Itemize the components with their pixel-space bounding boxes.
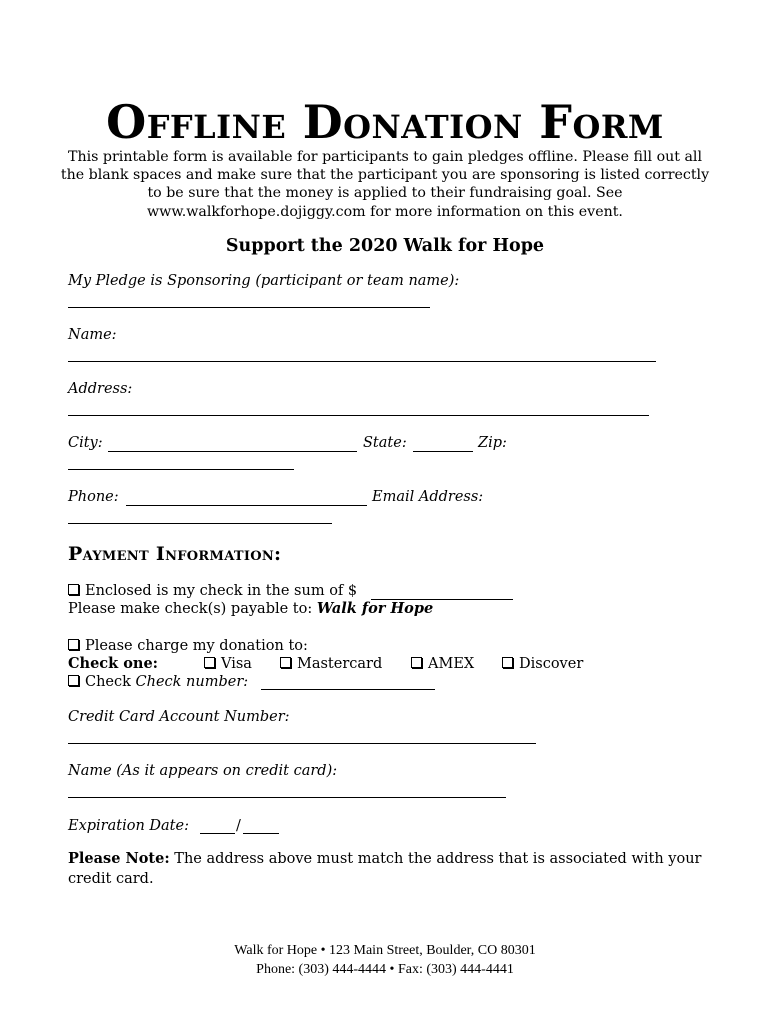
payable-row <box>68 600 433 618</box>
cc-name-label: Name (As it appears on credit card): <box>68 763 338 779</box>
check-number-line[interactable] <box>261 689 435 690</box>
check-number-row <box>68 673 248 691</box>
email-label: Email Address: <box>372 489 484 505</box>
checkbox-icon[interactable] <box>68 675 79 686</box>
event-subtitle: Support the 2020 Walk for Hope <box>225 236 545 256</box>
checkbox-icon[interactable] <box>411 657 422 668</box>
name-label: Name: <box>68 327 117 343</box>
sponsoring-label: My Pledge is Sponsoring (participant or team name): <box>68 273 460 289</box>
option-amex[interactable] <box>411 655 474 673</box>
footer-address: Walk for Hope • 123 Main Street, Boulder, CO 80301 <box>234 943 536 958</box>
cc-name-line[interactable] <box>68 797 506 798</box>
option-mastercard[interactable] <box>280 655 382 673</box>
option-amex-label: AMEX <box>428 656 475 672</box>
expiration-month-line[interactable] <box>200 833 235 834</box>
state-label: State: <box>363 435 407 451</box>
phone-line[interactable] <box>126 505 367 506</box>
option-visa[interactable] <box>204 655 252 673</box>
option-visa-label: Visa <box>221 656 252 672</box>
checkbox-icon[interactable] <box>68 584 79 595</box>
address-label: Address: <box>68 381 133 397</box>
check-one-label: Check one: <box>68 655 159 672</box>
option-mastercard-label: Mastercard <box>297 656 383 672</box>
phone-label: Phone: <box>68 489 119 505</box>
payment-heading: Payment Information: <box>68 543 282 565</box>
payable-label: Please make check(s) payable to: <box>68 601 313 617</box>
checkbox-icon[interactable] <box>502 657 513 668</box>
checkbox-icon[interactable] <box>280 657 291 668</box>
expiration-year-line[interactable] <box>243 833 279 834</box>
footer-contact: Phone: (303) 444-4444 • Fax: (303) 444-4441 <box>256 962 514 977</box>
cc-account-line[interactable] <box>68 743 536 744</box>
city-line[interactable] <box>108 451 357 452</box>
option-discover-label: Discover <box>519 656 584 672</box>
footer <box>0 941 770 979</box>
state-line[interactable] <box>413 451 473 452</box>
check-enclosed-label: Enclosed is my check in the sum of $ <box>85 583 358 599</box>
note-label: Please Note: <box>68 850 170 867</box>
name-line[interactable] <box>68 361 656 362</box>
expiration-slash: / <box>236 818 241 834</box>
email-line[interactable] <box>68 523 332 524</box>
charge-row <box>68 637 308 655</box>
checkbox-icon[interactable] <box>204 657 215 668</box>
charge-label: Please charge my donation to: <box>85 638 308 654</box>
address-line[interactable] <box>68 415 649 416</box>
payable-name: Walk for Hope <box>316 600 434 617</box>
check-enclosed-row <box>68 582 357 600</box>
zip-line[interactable] <box>68 469 294 470</box>
checkbox-icon[interactable] <box>68 639 79 650</box>
option-discover[interactable] <box>502 655 583 673</box>
sponsoring-line[interactable] <box>68 307 430 308</box>
city-label: City: <box>68 435 103 451</box>
check-number-label: Check number: <box>135 674 249 690</box>
cc-account-label: Credit Card Account Number: <box>68 709 290 725</box>
intro-paragraph: This printable form is available for participants to gain pledges offline. Please fill out all the blank spaces and make sure that the participant you are sponsoring is listed correctly to be sure that the money is applied to their fundraising goal. See www.walkforhope.dojiggy.com for more information on this event. <box>60 149 710 220</box>
note-text: The address above must match the address that is associated with your credit card. <box>68 851 702 887</box>
please-note <box>68 849 708 889</box>
check-label: Check <box>85 674 131 690</box>
zip-label: Zip: <box>478 435 507 451</box>
expiration-label: Expiration Date: <box>68 818 189 834</box>
form-title: Offline Donation Form <box>106 95 664 149</box>
